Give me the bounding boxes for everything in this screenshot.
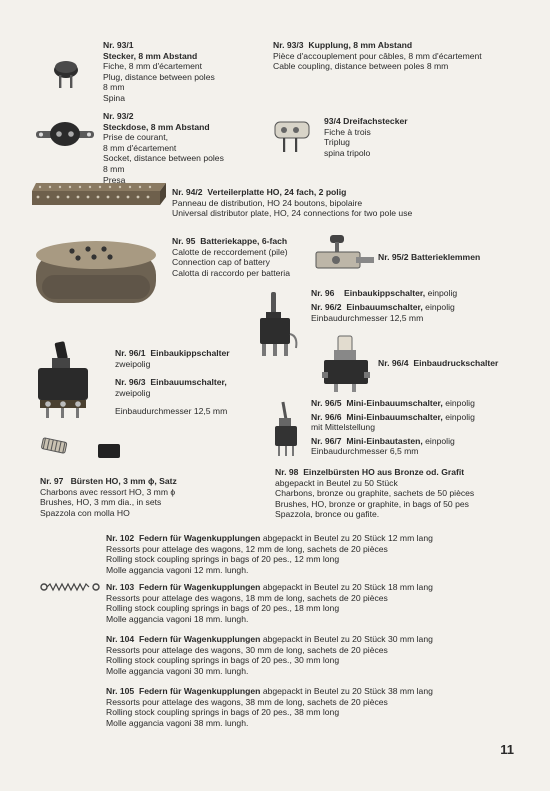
item-102 xyxy=(106,533,433,575)
desc-line: Ressorts pour attelage des wagons, 18 mm de long, sachets de 20 pièces xyxy=(106,592,388,603)
item-name: Federn für Wagenkupplungen xyxy=(138,582,261,592)
desc-line: Spina xyxy=(103,92,125,103)
battery-clamp-95-2-image xyxy=(312,232,376,278)
desc-line: Einbaudurchmesser 6,5 mm xyxy=(311,446,419,457)
item-number: Nr. 98 xyxy=(275,467,299,477)
page-number: 11 xyxy=(500,742,514,757)
item-number: Nr. 93/3 xyxy=(273,40,304,50)
desc-line: Spazzola, bronce ou gafite. xyxy=(275,509,380,520)
item-number: Nr. 96/6 xyxy=(311,411,342,422)
item-name: Verteilerplatte HO, 24 fach, 2 polig xyxy=(207,187,347,197)
desc-line: Molle aggancia vagoni 12 mm. lungh. xyxy=(106,564,249,575)
desc-line: Charbons, bronze ou graphite, sachets de 50 pièces xyxy=(275,488,475,499)
desc-line: Rolling stock coupling springs in bags of 20 pes., 18 mm long xyxy=(106,603,340,614)
desc-line: Cable coupling, distance between poles 8 mm xyxy=(273,61,449,72)
desc-line: Plug, distance between poles xyxy=(103,71,215,82)
desc-line: Rolling stock coupling springs in bags of 20 pes., 30 mm long xyxy=(106,655,340,666)
desc-line: zweipolig xyxy=(115,358,151,369)
item-105 xyxy=(106,686,433,728)
item-95-2 xyxy=(378,252,480,263)
item-name: Federn für Wagenkupplungen xyxy=(138,686,261,696)
item-93-4 xyxy=(324,116,408,158)
item-suffix: einpolig xyxy=(445,411,475,422)
desc-line: spina tripolo xyxy=(324,147,371,158)
item-name: Bürsten HO, 3 mm ɸ, Satz xyxy=(70,476,177,486)
desc-line: Rolling stock coupling springs in bags of 20 pes., 38 mm long xyxy=(106,707,340,718)
desc-line: Pièce d'accouplement pour câbles, 8 mm d'écartement xyxy=(273,50,482,61)
item-96-4 xyxy=(378,358,498,369)
desc-line: Socket, distance between poles xyxy=(103,153,224,164)
item-name: Batteriekappe, 6-fach xyxy=(200,236,288,246)
item-name: Mini-Einbauumschalter, xyxy=(346,411,443,422)
item-name: Einzelbürsten HO aus Bronze od. Grafit xyxy=(303,467,465,477)
item-103 xyxy=(106,582,433,624)
item-name: Batterieklemmen xyxy=(410,252,481,262)
item-number: Nr. 94/2 xyxy=(172,187,203,197)
desc-line: Brushes, HO, 3 mm dia., in sets xyxy=(40,497,162,508)
push-switch-96-4-image xyxy=(320,334,374,394)
item-98 xyxy=(275,467,474,520)
desc-line: Ressorts pour attelage des wagons, 12 mm de long, sachets de 20 pièces xyxy=(106,543,388,554)
item-name: Dreifachstecker xyxy=(343,116,408,126)
item-number: Nr. 96/3 xyxy=(115,377,146,387)
desc-line: zweipolig xyxy=(115,387,151,398)
item-96-2 xyxy=(311,302,455,323)
distributor-plate-94-2-image xyxy=(30,181,168,211)
item-number: Nr. 96 xyxy=(311,288,335,298)
item-suffix: einpolig xyxy=(445,398,475,408)
item-number: Nr. 95 xyxy=(172,236,196,246)
desc-line: 8 mm xyxy=(103,163,125,174)
desc-line: Spazzola con molla HO xyxy=(40,507,130,518)
item-93-3 xyxy=(273,40,482,72)
desc-line: Calotte de reccordement (pile) xyxy=(172,246,288,257)
item-name: Einbauumschalter, xyxy=(346,302,423,312)
desc-line: Universal distributor plate, HO, 24 connections for two pole use xyxy=(172,208,413,219)
brushes-97-image xyxy=(38,432,128,462)
desc-line: 8 mm xyxy=(103,82,125,93)
item-96 xyxy=(311,288,457,299)
item-suffix: abgepackt in Beutel zu 20 Stück 18 mm lang xyxy=(262,582,433,592)
desc-line: Fiche, 8 mm d'écartement xyxy=(103,61,203,72)
desc-line: 8 mm d'écartement xyxy=(103,142,177,153)
item-number: Nr. 96/5 xyxy=(311,398,342,408)
item-104 xyxy=(106,634,433,676)
item-93-1 xyxy=(103,40,215,104)
item-suffix: abgepackt in Beutel zu 20 Stück 38 mm lang xyxy=(262,686,433,696)
desc-line: Calotta di raccordo per batteria xyxy=(172,267,290,278)
item-number: Nr. 104 xyxy=(106,634,135,644)
item-name: Einbaudruckschalter xyxy=(413,358,499,368)
desc-line: Molle aggancia vagoni 18 mm. lungh. xyxy=(106,613,249,624)
item-name: Federn für Wagenkupplungen xyxy=(138,634,261,644)
item-suffix: abgepackt in Beutel zu 20 Stück 12 mm lang xyxy=(262,533,433,543)
item-name: Einbaukippschalter xyxy=(150,348,230,358)
plug-93-1-image xyxy=(50,56,82,92)
item-name: Steckdose, 8 mm Abstand xyxy=(103,121,210,132)
item-name: Mini-Einbautasten, xyxy=(346,435,423,446)
desc-line: Ressorts pour attelage des wagons, 30 mm de long, sachets de 20 pièces xyxy=(106,644,388,655)
battery-cap-95-image xyxy=(32,235,160,307)
item-number: Nr. 96/7 xyxy=(311,435,342,446)
item-number: Nr. 93/2 xyxy=(103,111,134,121)
item-number: 93/4 xyxy=(324,116,341,126)
desc-line: Panneau de distribution, HO 24 boutons, bipolaire xyxy=(172,197,363,208)
item-number: Nr. 93/1 xyxy=(103,40,134,50)
desc-line: Fiche à trois xyxy=(324,126,371,137)
item-97 xyxy=(40,476,177,518)
item-93-2 xyxy=(103,111,224,185)
desc-line: Charbons avec ressort HO, 3 mm ɸ xyxy=(40,486,176,497)
item-number: Nr. 105 xyxy=(106,686,135,696)
triplug-93-4-image xyxy=(271,116,315,156)
desc-line: abgepackt in Beutel zu 50 Stück xyxy=(275,477,398,488)
item-number: Nr. 96/2 xyxy=(311,302,342,312)
toggle-switch-96-1-image xyxy=(30,340,94,420)
desc-line: Presa xyxy=(103,174,126,185)
item-number: Nr. 102 xyxy=(106,533,135,543)
desc-line: Triplug xyxy=(324,137,350,148)
item-name: Kupplung, 8 mm Abstand xyxy=(308,40,413,50)
desc-line: mit Mittelstellung xyxy=(311,422,375,433)
desc-line: Einbaudurchmesser 12,5 mm xyxy=(115,406,228,417)
item-name: Einbaukippschalter, xyxy=(343,288,426,298)
desc-line: Molle aggancia vagoni 30 mm. lungh. xyxy=(106,665,249,676)
item-name: Mini-Einbauumschalter, xyxy=(346,398,443,408)
desc-line: Rolling stock coupling springs in bags of 20 pes., 12 mm long xyxy=(106,554,340,565)
item-96-1 xyxy=(115,348,230,369)
item-name: Einbauumschalter, xyxy=(150,377,227,387)
item-96-5-6-7 xyxy=(311,398,475,457)
desc-line: Einbaudurchmesser 12,5 mm xyxy=(311,312,424,323)
item-96-3 xyxy=(115,377,227,417)
socket-93-2-image xyxy=(34,120,96,150)
desc-line: Connection cap of battery xyxy=(172,257,270,268)
item-95 xyxy=(172,236,290,278)
desc-line: Prise de courant, xyxy=(103,132,168,143)
item-number: Nr. 96/1 xyxy=(115,348,146,358)
item-number: Nr. 97 xyxy=(40,476,64,486)
spring-103-image xyxy=(40,581,100,593)
desc-line: Brushes, HO, bronze or graphite, in bags of 50 pes xyxy=(275,498,469,509)
item-suffix: abgepackt in Beutel zu 20 Stück 30 mm lang xyxy=(262,634,433,644)
mini-switch-96-5-image xyxy=(269,400,305,458)
item-94-2 xyxy=(172,187,412,219)
item-number: Nr. 103 xyxy=(106,582,135,592)
item-name: Stecker, 8 mm Abstand xyxy=(103,50,198,61)
item-number: Nr. 96/4 xyxy=(378,358,409,368)
desc-line: Molle aggancia vagoni 38 mm. lungh. xyxy=(106,717,249,728)
item-suffix: einpolig xyxy=(425,302,455,312)
toggle-switch-96-image xyxy=(256,290,302,362)
item-name: Federn für Wagenkupplungen xyxy=(138,533,261,543)
item-suffix: einpolig xyxy=(425,435,455,446)
desc-line: Ressorts pour attelage des wagons, 38 mm de long, sachets de 20 pièces xyxy=(106,696,388,707)
item-suffix: einpolig xyxy=(427,288,458,298)
item-number: Nr. 95/2 xyxy=(378,252,409,262)
